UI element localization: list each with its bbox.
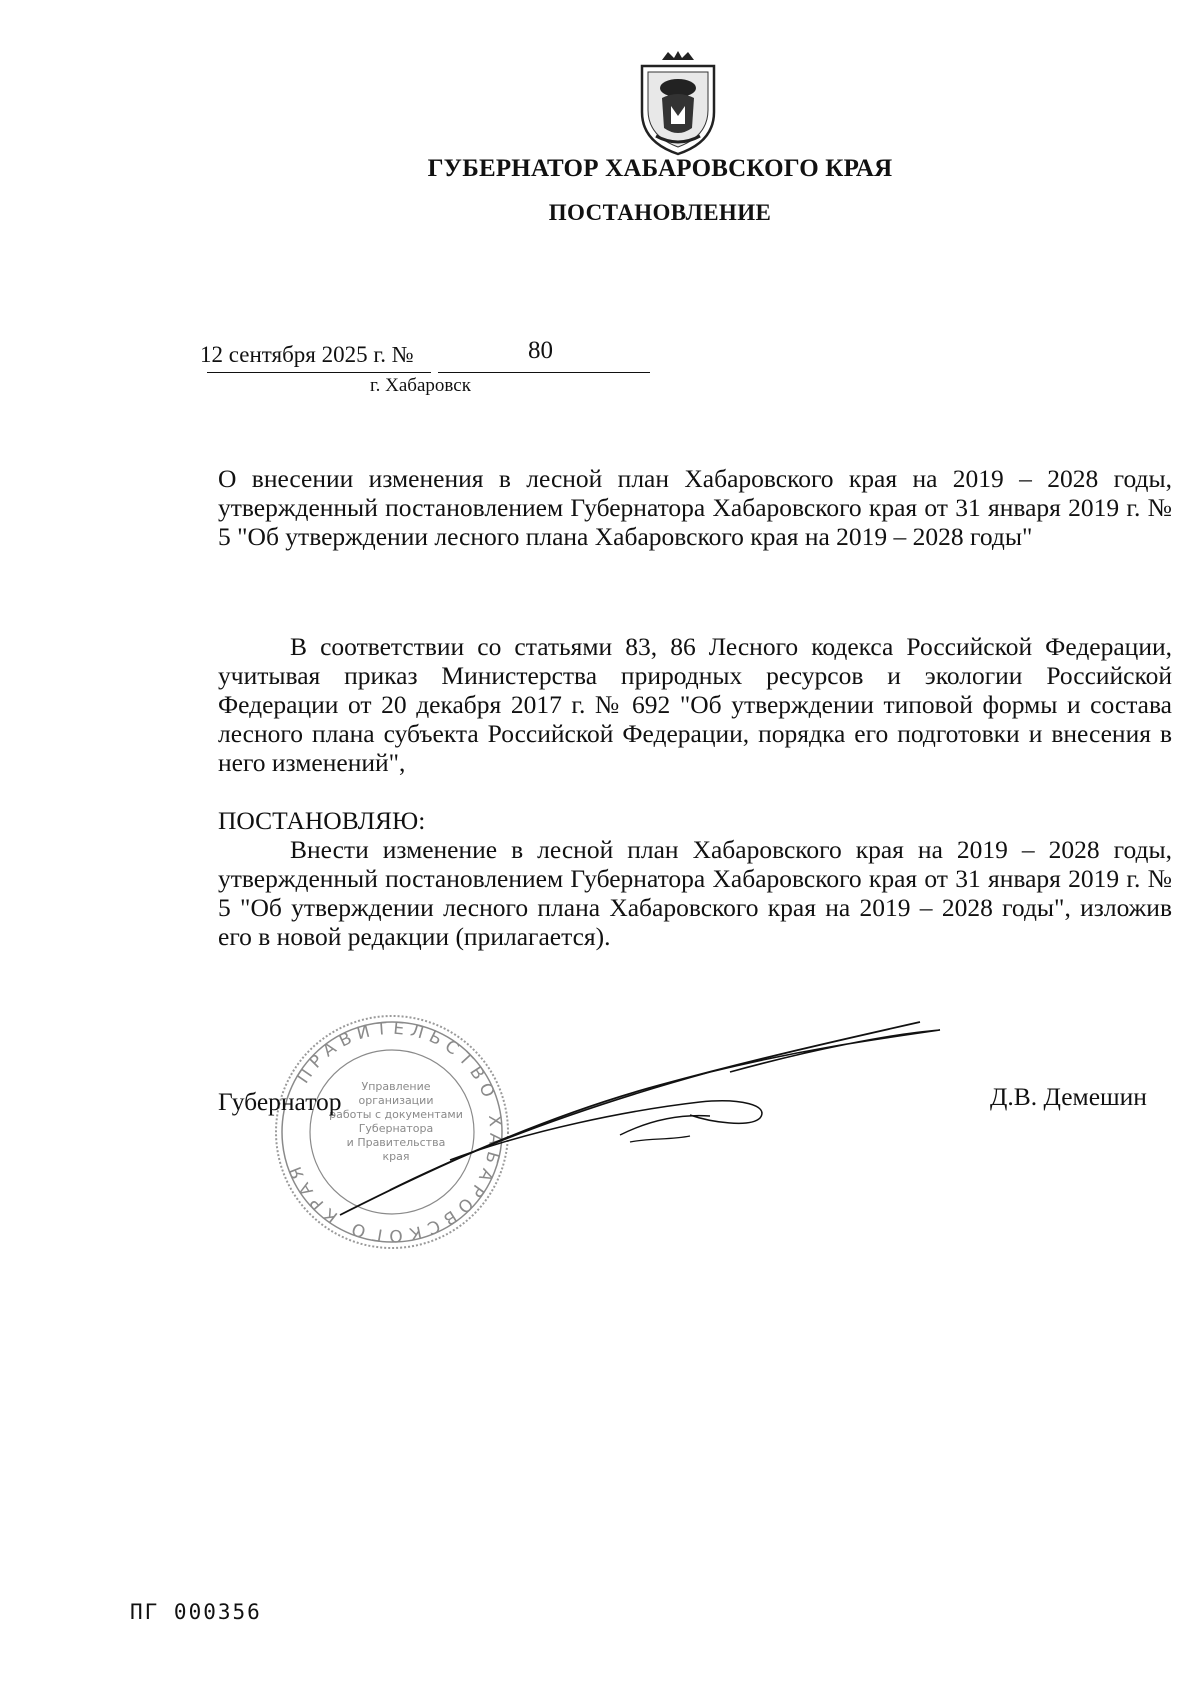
handwritten-signature — [330, 1010, 970, 1230]
document-date: 12 сентября 2025 г. № — [200, 342, 414, 367]
svg-text:организации: организации — [358, 1094, 434, 1107]
document-city: г. Хабаровск — [370, 375, 471, 396]
svg-text:ПРАВИТЕЛЬСТВО ХАБАРОВСКОГО КРА: ПРАВИТЕЛЬСТВО ХАБАРОВСКОГО КРАЯ — [283, 1018, 506, 1246]
signatory-position: Губернатор — [218, 1087, 342, 1116]
signatory-name: Д.В. Демешин — [990, 1082, 1147, 1111]
coat-of-arms-emblem — [632, 50, 724, 158]
number-underline — [438, 372, 650, 373]
svg-text:Губернатора: Губернатора — [358, 1122, 434, 1135]
svg-text:работы с документами: работы с документами — [329, 1108, 463, 1121]
date-underline — [207, 372, 431, 373]
form-serial-number: ПГ 000356 — [130, 1600, 262, 1624]
document-number: 80 — [528, 337, 553, 364]
document-subject: О внесении изменения в лесной план Хабаровского края на 2019 – 2028 годы, утвержденный постановлением Губернатора Хабаровского края от 31 января 2019 г. № 5 "Об утверждении лесного плана Хабаровского края на 2019 – 2028 годы" — [218, 464, 1172, 551]
preamble-paragraph: В соответствии со статьями 83, 86 Лесного кодекса Российской Федерации, учитывая приказ Министерства природных ресурсов и экологии Российской Федерации от 20 декабря 2017 г. № 692 "Об утверждении типовой формы и состава лесного плана субъекта Российской Федерации, порядка его подготовки и внесения в него изменений", — [218, 632, 1172, 777]
document-type-heading: ПОСТАНОВЛЕНИЕ — [548, 200, 772, 225]
svg-text:и Правительства: и Правительства — [346, 1136, 446, 1149]
svg-text:Управление: Управление — [361, 1080, 431, 1093]
order-paragraph: Внести изменение в лесной план Хабаровского края на 2019 – 2028 годы, утвержденный постановлением Губернатора Хабаровского края от 31 января 2019 г. № 5 "Об утверждении лесного плана Хабаровского края на 2019 – 2028 годы", изложив его в новой редакции (прилагается). — [218, 835, 1172, 951]
issuer-heading: ГУБЕРНАТОР ХАБАРОВСКОГО КРАЯ — [427, 155, 893, 182]
svg-text:края: края — [382, 1150, 410, 1163]
resolve-keyword: ПОСТАНОВЛЯЮ: — [218, 806, 426, 835]
